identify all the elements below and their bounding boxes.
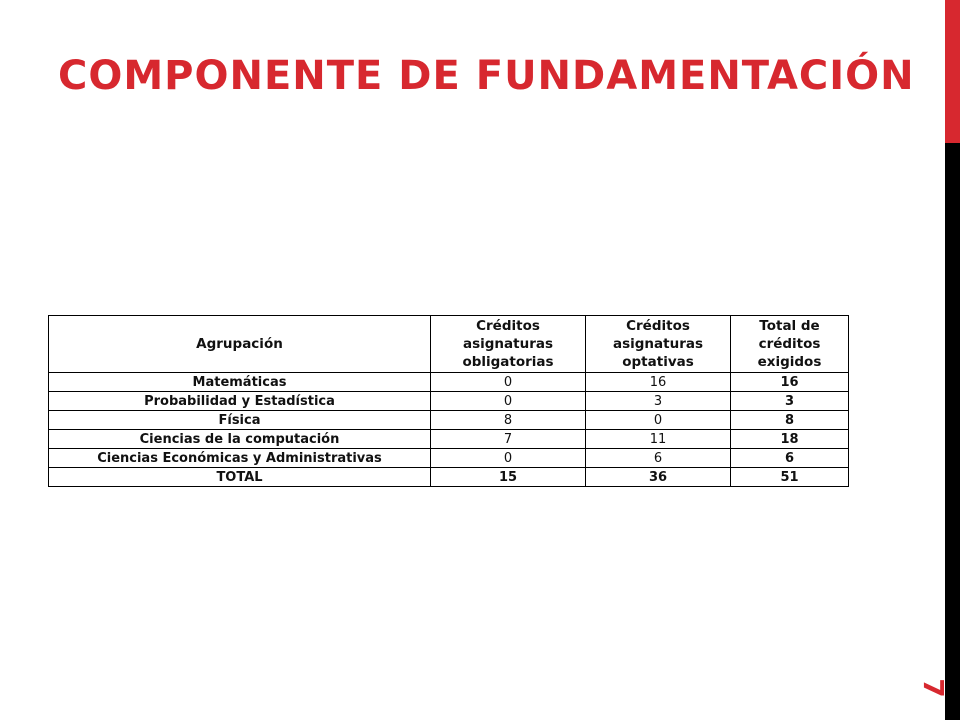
header-obligatorias: Créditos asignaturas obligatorias (431, 316, 586, 373)
cell-obligatorias: 0 (431, 373, 586, 392)
cell-optativas: 6 (586, 449, 731, 468)
cell-total: 16 (731, 373, 849, 392)
cell-optativas: 3 (586, 392, 731, 411)
cell-agrupacion: Física (49, 411, 431, 430)
cell-agrupacion: Matemáticas (49, 373, 431, 392)
slide-title (58, 52, 915, 100)
cell-total-optativas: 36 (586, 468, 731, 487)
table-total-row (49, 468, 849, 487)
cell-obligatorias: 7 (431, 430, 586, 449)
cell-optativas: 16 (586, 373, 731, 392)
credits-table (48, 315, 849, 487)
cell-obligatorias: 0 (431, 449, 586, 468)
table-row (49, 449, 849, 468)
page-number: 7 (917, 678, 950, 698)
side-dark-bar (945, 143, 960, 720)
cell-agrupacion: Ciencias de la computación (49, 430, 431, 449)
table-header-row (49, 316, 849, 373)
cell-agrupacion: Ciencias Económicas y Administrativas (49, 449, 431, 468)
cell-total-obligatorias: 15 (431, 468, 586, 487)
header-total: Total de créditos exigidos (731, 316, 849, 373)
cell-obligatorias: 0 (431, 392, 586, 411)
cell-total: 8 (731, 411, 849, 430)
cell-total-creditos: 51 (731, 468, 849, 487)
side-accent-bar (945, 0, 960, 143)
cell-obligatorias: 8 (431, 411, 586, 430)
header-agrupacion: Agrupación (49, 316, 431, 373)
cell-optativas: 11 (586, 430, 731, 449)
table-row (49, 373, 849, 392)
cell-total: 18 (731, 430, 849, 449)
cell-agrupacion: Probabilidad y Estadística (49, 392, 431, 411)
table-row (49, 392, 849, 411)
cell-total-label: TOTAL (49, 468, 431, 487)
table-row (49, 430, 849, 449)
cell-total: 6 (731, 449, 849, 468)
table-row (49, 411, 849, 430)
cell-total: 3 (731, 392, 849, 411)
cell-optativas: 0 (586, 411, 731, 430)
slide-title-text: COMPONENTE DE FUNDAMENTACIÓN (58, 53, 915, 99)
header-optativas: Créditos asignaturas optativas (586, 316, 731, 373)
